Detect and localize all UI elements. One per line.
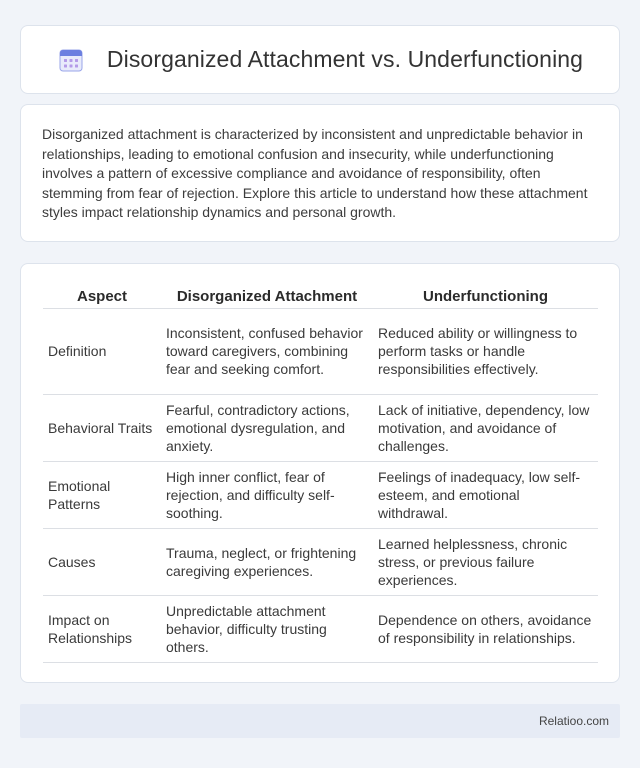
underfunctioning-cell: Learned helplessness, chronic stress, or previous failure experiences. [373, 528, 598, 595]
aspect-cell: Behavioral Traits [43, 394, 161, 461]
disorganized-cell: Inconsistent, confused behavior toward caregivers, combining fear and seeking comfort. [161, 308, 373, 394]
aspect-cell: Causes [43, 528, 161, 595]
disorganized-cell: Unpredictable attachment behavior, difficulty trusting others. [161, 595, 373, 662]
disorganized-cell: Fearful, contradictory actions, emotional dysregulation, and anxiety. [161, 394, 373, 461]
comparison-table-card [20, 263, 620, 683]
calendar-icon [57, 46, 85, 74]
intro-text: Disorganized attachment is characterized by inconsistent and unpredictable behavior in relationships, leading to emotional confusion and insecurity, while underfunctioning involves a pattern of excessive compliance and avoidance of responsibility, often stemming from fear of rejection. Explore this article to understand how these attachment styles impact relationship dynamics and personal growth. [42, 126, 588, 220]
footer-brand: Relatioo.com [538, 714, 609, 728]
aspect-cell: Impact on Relationships [43, 595, 161, 662]
underfunctioning-cell: Lack of initiative, dependency, low motivation, and avoidance of challenges. [373, 394, 598, 461]
disorganized-cell: Trauma, neglect, or frightening caregiving experiences. [161, 528, 373, 595]
table-header-row [43, 286, 598, 308]
intro-card [20, 104, 620, 242]
header-card [20, 25, 620, 94]
column-header-aspect: Aspect [43, 286, 161, 308]
table-row [43, 595, 598, 662]
page-title: Disorganized Attachment vs. Underfunctioning [106, 46, 584, 72]
disorganized-cell: High inner conflict, fear of rejection, and difficulty self-soothing. [161, 461, 373, 528]
table-row [43, 394, 598, 461]
underfunctioning-cell: Dependence on others, avoidance of responsibility in relationships. [373, 595, 598, 662]
underfunctioning-cell: Reduced ability or willingness to perform tasks or handle responsibilities effectively. [373, 308, 598, 394]
comparison-table [43, 286, 598, 663]
column-header-disorganized: Disorganized Attachment [161, 286, 373, 308]
column-header-underfunctioning: Underfunctioning [373, 286, 598, 308]
aspect-cell: Definition [43, 308, 161, 394]
table-row [43, 308, 598, 394]
footer [20, 704, 620, 738]
table-row [43, 528, 598, 595]
table-row [43, 461, 598, 528]
aspect-cell: Emotional Patterns [43, 461, 161, 528]
underfunctioning-cell: Feelings of inadequacy, low self-esteem, and emotional withdrawal. [373, 461, 598, 528]
